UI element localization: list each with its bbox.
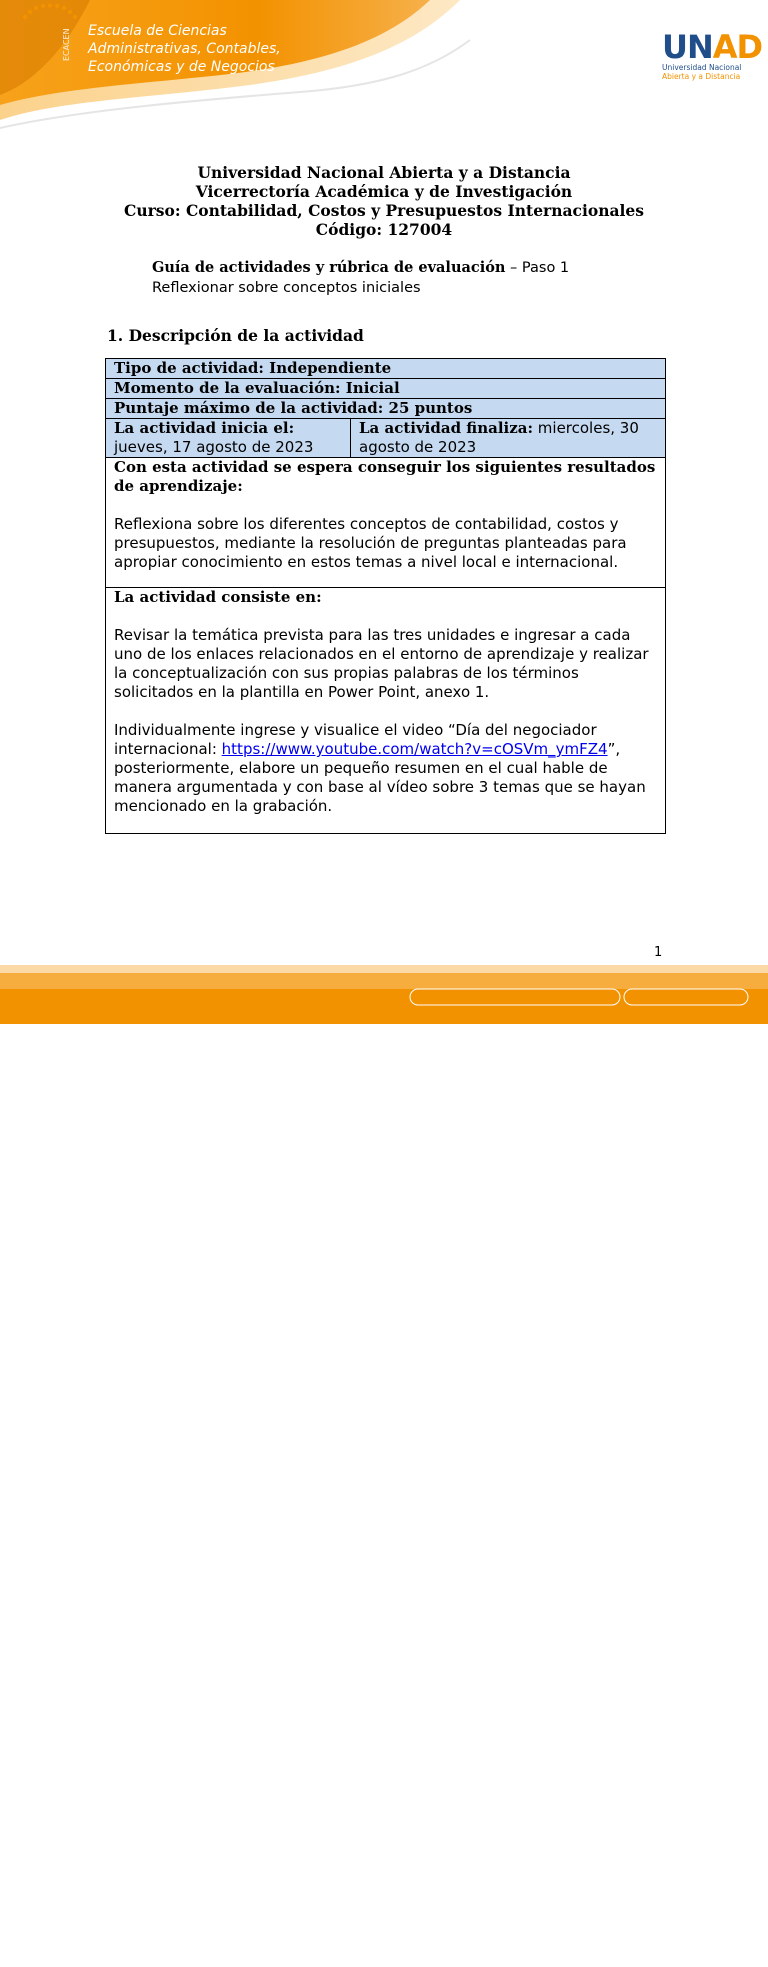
guide-step: – Paso 1	[505, 260, 570, 276]
vice-rectory: Vicerrectoría Académica y de Investigación	[195, 182, 573, 201]
activity-consists-cell	[106, 588, 666, 834]
activity-consists-heading: La actividad consiste en:	[114, 588, 322, 606]
guide-subtitle: Reflexionar sobre conceptos iniciales	[152, 280, 421, 296]
learning-results-heading: Con esta actividad se espera conseguir los siguientes resultados de aprendizaje:	[114, 458, 656, 495]
page-footer	[0, 965, 768, 1967]
guide-title	[152, 258, 569, 298]
section-heading: 1. Descripción de la actividad	[107, 326, 364, 345]
activity-consists-paragraph-1: Revisar la temática prevista para las tres unidades e ingresar a cada uno de los enlaces relacionados en el entorno de aprendizaje y realizar la conceptualización con sus propias palabras de los términos solicitados en la plantilla en Power Point, anexo 1.	[114, 626, 649, 701]
school-name: Escuela de Ciencias Administrativas, Contables, Económicas y de Negocios	[88, 23, 281, 75]
guide-title-bold: Guía de actividades y rúbrica de evaluación	[152, 259, 506, 276]
course-name: Curso: Contabilidad, Costos y Presupuestos Internacionales	[123, 201, 644, 220]
page-number: 1	[654, 945, 663, 960]
page-header	[0, 0, 768, 135]
document-title	[0, 163, 768, 239]
school-tag: ECACEN	[62, 28, 71, 62]
course-code: Código: 127004	[315, 220, 453, 239]
activity-table	[105, 358, 666, 834]
unad-logo-icon	[0, 0, 110, 80]
activity-type: Tipo de actividad: Independiente	[114, 359, 392, 377]
logo-subtitle: Universidad Nacional Abierta y a Distancia	[662, 63, 742, 81]
footer-band-graphic	[0, 965, 768, 1024]
max-score: Puntaje máximo de la actividad: 25 puntos	[114, 399, 473, 417]
logo-wordmark: UNAD	[662, 28, 763, 66]
footer-rights: UNAD © 2020 derechos reservados.	[632, 1959, 751, 1967]
start-date-cell: La actividad inicia el: jueves, 17 agosto de 2023	[106, 419, 351, 458]
end-date-cell: La actividad finaliza: miercoles, 30 agosto de 2023	[351, 419, 666, 458]
footer-copy-notice: Prohibida su reproducción y copia sin autorización de la UNAD.	[425, 1959, 631, 1967]
activity-consists-paragraph-2: Individualmente ingrese y visualice el video “Día del negociador internacional: https://www.youtube.com/watch?v=cOSVm_ymFZ4”, posteriormente, elabore un pequeño resumen en el cual hable de manera argumentada y con base al vídeo sobre 3 temas que se hayan mencionado en la grabación.	[114, 721, 646, 815]
video-link[interactable]: https://www.youtube.com/watch?v=cOSVm_ymFZ4	[221, 740, 608, 758]
evaluation-moment: Momento de la evaluación: Inicial	[114, 379, 400, 397]
learning-results-cell	[106, 458, 666, 588]
university-name: Universidad Nacional Abierta y a Distancia	[197, 163, 571, 182]
learning-results-text: Reflexiona sobre los diferentes conceptos de contabilidad, costos y presupuestos, mediante la resolución de preguntas planteadas para apropiar conocimiento en estos temas a nivel local e internacional.	[114, 515, 627, 571]
